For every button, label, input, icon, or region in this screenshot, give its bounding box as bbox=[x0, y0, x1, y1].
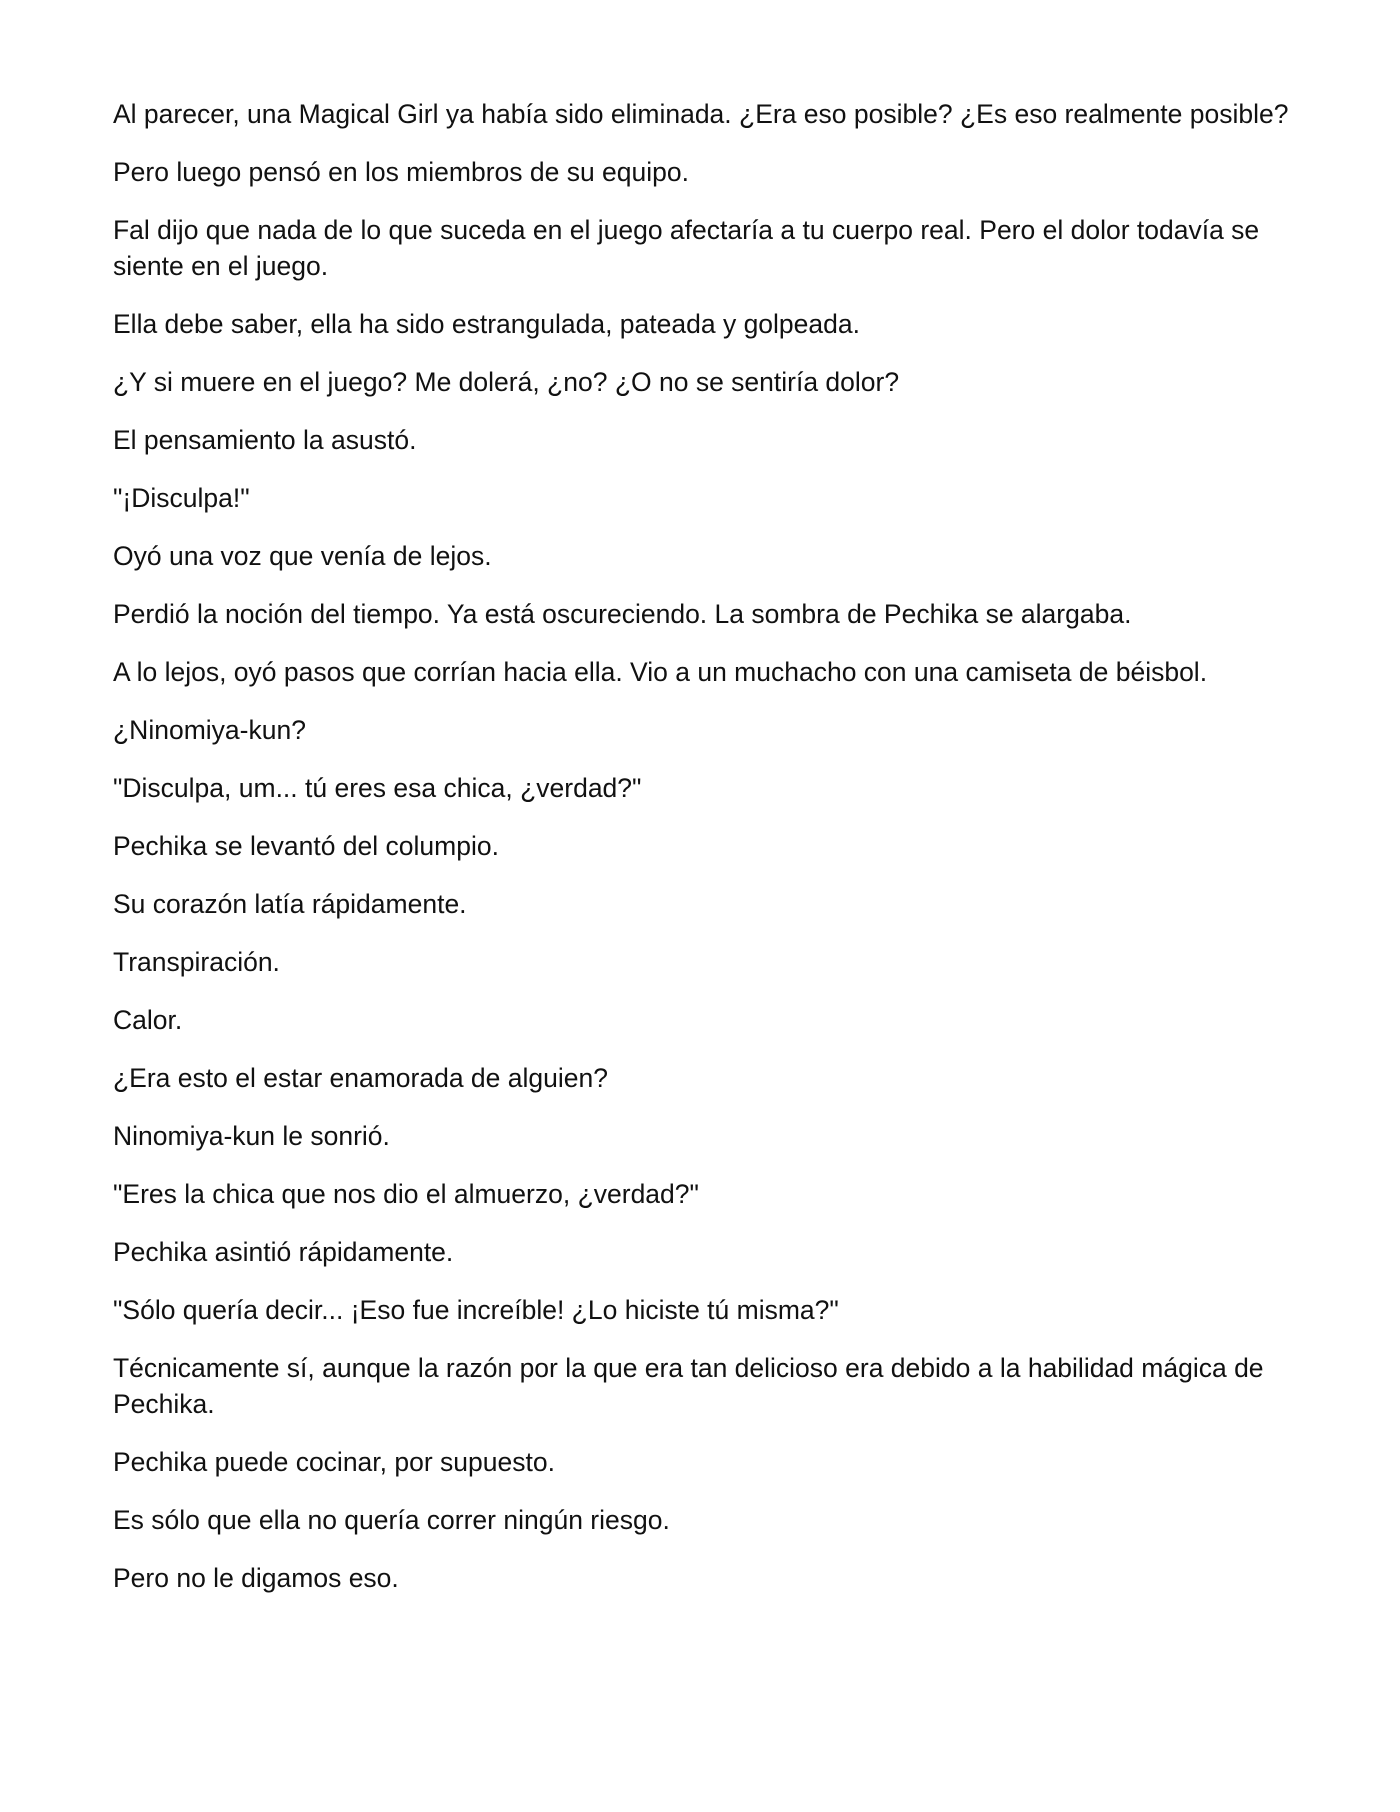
paragraph: Pechika puede cocinar, por supuesto. bbox=[113, 1447, 555, 1477]
paragraph: Su corazón latía rápidamente. bbox=[113, 889, 467, 919]
paragraph: Oyó una voz que venía de lejos. bbox=[113, 541, 492, 571]
paragraph: Fal dijo que nada de lo que suceda en el juego afectaría a tu cuerpo real. Pero el dolor todavía se siente en el juego. bbox=[113, 215, 1260, 281]
paragraph: Pero no le digamos eso. bbox=[113, 1563, 399, 1593]
paragraph: "Sólo quería decir... ¡Eso fue increíble! ¿Lo hiciste tú misma?" bbox=[113, 1295, 839, 1325]
paragraph: Al parecer, una Magical Girl ya había sido eliminada. ¿Era eso posible? ¿Es eso realmente posible? bbox=[113, 99, 1289, 129]
paragraph: Pechika se levantó del columpio. bbox=[113, 831, 499, 861]
paragraph: "Eres la chica que nos dio el almuerzo, ¿verdad?" bbox=[113, 1179, 699, 1209]
paragraph: Calor. bbox=[113, 1005, 183, 1035]
paragraph: "¡Disculpa!" bbox=[113, 483, 250, 513]
paragraph: Pechika asintió rápidamente. bbox=[113, 1237, 454, 1267]
paragraph: Técnicamente sí, aunque la razón por la que era tan delicioso era debido a la habilidad mágica de Pechika. bbox=[113, 1353, 1264, 1419]
paragraph: Es sólo que ella no quería correr ningún riesgo. bbox=[113, 1505, 670, 1535]
document-page bbox=[113, 96, 1313, 1618]
paragraph: ¿Y si muere en el juego? Me dolerá, ¿no? ¿O no se sentiría dolor? bbox=[113, 367, 900, 397]
paragraph: "Disculpa, um... tú eres esa chica, ¿verdad?" bbox=[113, 773, 642, 803]
paragraph: A lo lejos, oyó pasos que corrían hacia ella. Vio a un muchacho con una camiseta de béisbol. bbox=[113, 657, 1208, 687]
paragraph: Transpiración. bbox=[113, 947, 280, 977]
paragraph: Pero luego pensó en los miembros de su equipo. bbox=[113, 157, 689, 187]
paragraph: Ninomiya-kun le sonrió. bbox=[113, 1121, 390, 1151]
paragraph: El pensamiento la asustó. bbox=[113, 425, 417, 455]
paragraph: ¿Era esto el estar enamorada de alguien? bbox=[113, 1063, 608, 1093]
paragraph: Ella debe saber, ella ha sido estrangulada, pateada y golpeada. bbox=[113, 309, 860, 339]
paragraph: ¿Ninomiya-kun? bbox=[113, 715, 306, 745]
paragraph: Perdió la noción del tiempo. Ya está oscureciendo. La sombra de Pechika se alargaba. bbox=[113, 599, 1132, 629]
